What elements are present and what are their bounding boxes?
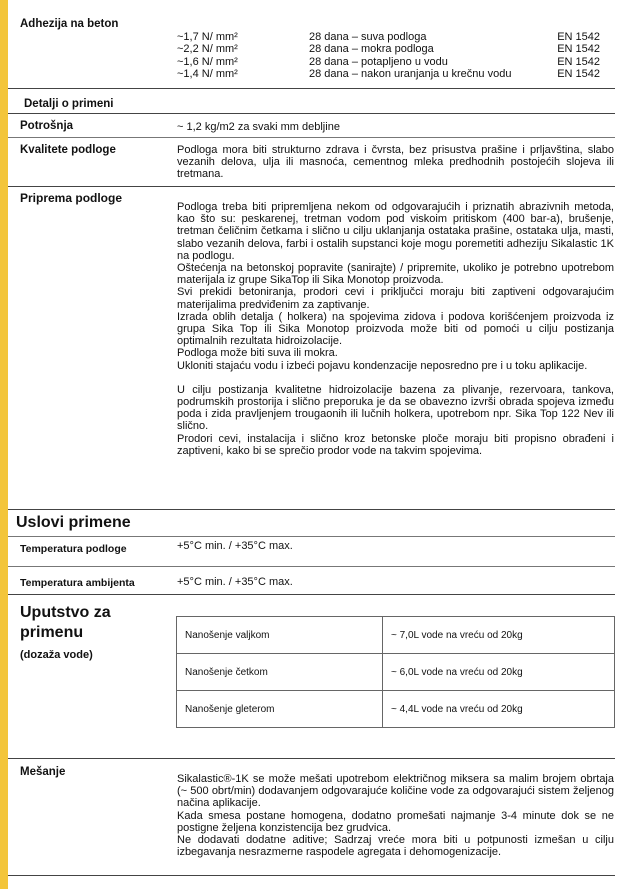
method-cell: Nanošenje četkom [177, 654, 383, 691]
datasheet-page [8, 0, 623, 889]
table-row [177, 617, 615, 654]
priprema-paragraph: Svi prekidi betoniranja, prodori cevi i priključci moraju biti zaptiveni odgovarajućim materijalima predviđenim za zaptivanje. [177, 286, 614, 311]
paragraph-gap [177, 372, 614, 384]
potrosnja-label: Potrošnja [20, 120, 74, 132]
temperatura-podloge-label: Temperatura podloge [20, 543, 127, 555]
divider [8, 594, 615, 595]
adhezija-desc: 28 dana – nakon uranjanja u krečnu vodu [309, 68, 512, 81]
method-cell: Nanošenje valjkom [177, 617, 383, 654]
amount-cell: ~ 6,0L vode na vreću od 20kg [383, 654, 615, 691]
adhezija-value: ~1,7 N/ mm² [177, 31, 238, 43]
uputstvo-subtitle: (dozaža vode) [20, 649, 93, 661]
adhezija-std: EN 1542 [557, 68, 600, 81]
divider [8, 509, 615, 510]
priprema-text [177, 201, 614, 457]
divider [8, 186, 615, 187]
adhezija-desc: 28 dana – mokra podloga [309, 43, 434, 56]
potrosnja-value: ~ 1,2 kg/m2 za svaki mm debljine [177, 121, 340, 133]
divider [8, 88, 615, 89]
adhezija-std: EN 1542 [557, 55, 600, 68]
mesanje-label: Mešanje [20, 766, 66, 778]
priprema-paragraph: Prodori cevi, instalacija i slično kroz betonske ploče moraju biti propisno obrađeni i zaptiveni, kako bi se sprečio prodor vode na takvim spojevima. [177, 432, 614, 457]
table-row [177, 691, 615, 728]
kvalitete-label: Kvalitete podloge [20, 144, 116, 156]
divider [8, 566, 615, 567]
uputstvo-title-line2: primenu [20, 624, 84, 641]
temperatura-ambijenta-label: Temperatura ambijenta [20, 577, 135, 589]
adhezija-standards [538, 31, 600, 81]
adhezija-value: ~2,2 N/ mm² [177, 43, 238, 56]
priprema-paragraph: Oštećenja na betonskoj popravite (sanirajte) / pripremite, ukoliko je potrebno upotrebom materijala iz grupe SikaTop ili Sika Monotop proizvoda. [177, 262, 614, 287]
mesanje-paragraph: Kada smesa postane homogena, dodatno promešati najmanje 3-4 minute dok se ne postigne željena konzistencija bez grudvica. [177, 809, 614, 834]
priprema-paragraph: Izrada oblih detalja ( holkera) na spojevima zidova i podova korišćenjem proizvoda iz grupa Sika Top ili Sika Monotop proizvoda može biti od pomoći u cilju postizanja optimalnih rezultata hidroizolacije. [177, 310, 614, 348]
uslovi-title: Uslovi primene [16, 514, 131, 531]
adhezija-std: EN 1542 [557, 43, 600, 56]
priprema-paragraph: Podloga treba biti pripremljena nekom od odgovarajućih i priznatih abrazivnih metoda, kao što su: peskarenej, tretman vodom pod viskoim pritiskom (400 bar-a), brušenje, tretman čeličnim četkama i slično u cilju uklanjanja ostataka prašine, ostataka ulja, masti, slabo vezanih delova, farbi i ostalih supstanci koje mogu poremetiti adheziju Sikalastic 1K na podlogu. [177, 201, 614, 262]
adhezija-desc: 28 dana – suva podloga [309, 31, 427, 43]
adhezija-value: ~1,6 N/ mm² [177, 55, 238, 68]
priprema-paragraph: Ukloniti stajaću vodu i izbeći pojavu kondenzacije neposredno pre i u toku aplikacije. [177, 359, 588, 372]
divider [8, 758, 615, 759]
temperatura-ambijenta-value: +5°C min. / +35°C max. [177, 576, 293, 588]
divider [8, 137, 615, 138]
adhezija-label: Adhezija na beton [20, 18, 119, 30]
amount-cell: ~ 4,4L vode na vreću od 20kg [383, 691, 615, 728]
adhezija-value: ~1,4 N/ mm² [177, 68, 238, 81]
dozaza-table [176, 616, 615, 728]
uputstvo-title-line1: Uputstvo za [20, 604, 111, 621]
adhezija-std: EN 1542 [557, 31, 600, 43]
method-cell: Nanošenje gleterom [177, 691, 383, 728]
detalji-label: Detalji o primeni [24, 98, 114, 110]
kvalitete-text: Podloga mora biti strukturno zdrava i čvrsta, bez prisustva prašine i prljavština, slabo vezanih delova, ulja ili masnoća, cementnog mleka predhodnih postojećih slojeva ili tretmana. [177, 144, 614, 181]
adhezija-descriptions [309, 31, 511, 81]
mesanje-paragraph: Sikalastic®-1K se može mešati upotrebom električnog miksera sa malim brojem obrtaja (~ 500 obrt/min) dodavanjem odgovarajuće količine vode za odgovarajući sistem željenog načina aplikacije. [177, 773, 614, 810]
adhezija-desc: 28 dana – potapljeno u vodu [309, 55, 448, 68]
priprema-label: Priprema podloge [20, 191, 123, 205]
amount-cell: ~ 7,0L vode na vreću od 20kg [383, 617, 615, 654]
table-row [177, 654, 615, 691]
priprema-paragraph: Podloga može biti suva ili mokra. [177, 347, 338, 360]
left-accent-stripe [0, 0, 8, 889]
mesanje-text [177, 773, 614, 858]
adhezija-values [177, 31, 238, 81]
priprema-paragraph: U cilju postizanja kvalitetne hidroizolacije bazena za plivanje, rezervoara, tankova, podrumskih prostorija i slično preporuka je da se obavezno izvrši obrada spojeva između poda i zida pravljenjem trougaonih ili lučnih holkera, upotrebom npr. Sika Top 122 Nev ili slično. [177, 383, 614, 433]
divider [8, 536, 615, 537]
divider [8, 113, 615, 114]
mesanje-paragraph: Ne dodavati dodatne aditive; Sadrzaj vreće mora biti u potpunosti izmešan u cilju izbegavanja nesrazmerne raspodele agregata i dehomogenizacije. [177, 834, 614, 859]
divider [8, 875, 615, 876]
temperatura-podloge-value: +5°C min. / +35°C max. [177, 540, 293, 552]
